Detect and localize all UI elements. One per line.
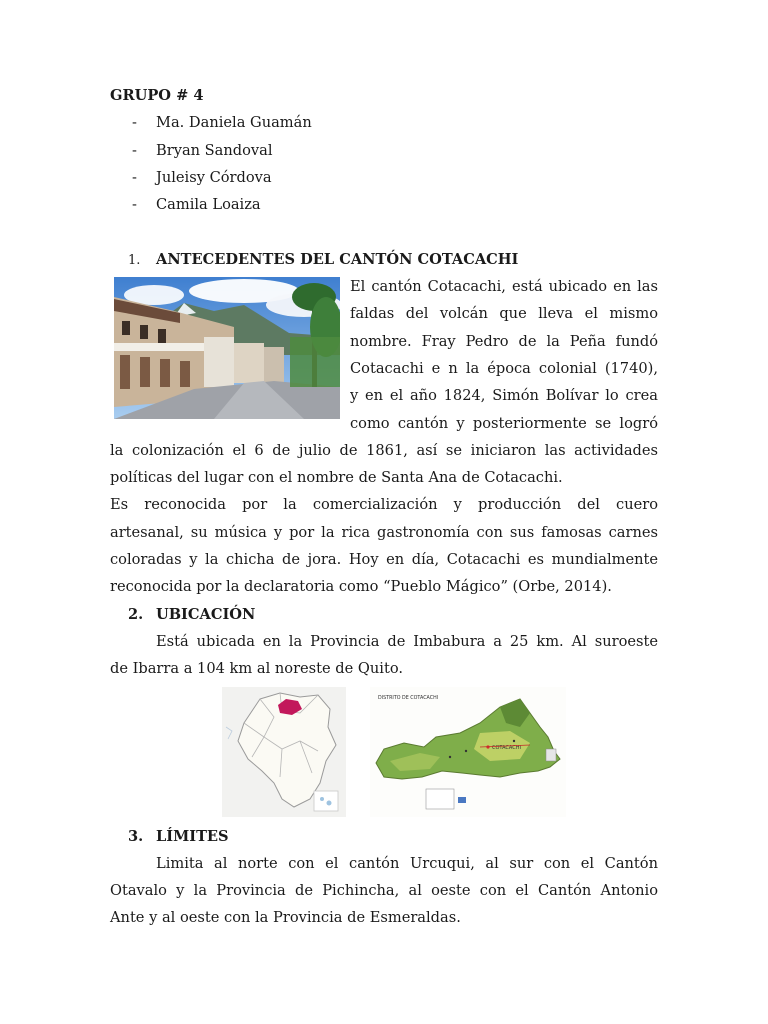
section-heading-antecedentes [110, 246, 658, 273]
text-line: como cantón y posteriormente se logró [350, 414, 658, 432]
member-item [110, 191, 658, 218]
section-number: 1. [128, 252, 141, 268]
member-name: Ma. Daniela Guamán [156, 114, 312, 132]
document-page [110, 82, 658, 932]
text-line: reconocida por la declaratoria como “Pueblo Mágico” (Orbe, 2014). [110, 578, 612, 596]
photo-text-block [110, 273, 658, 437]
text-line: Ante y al oeste con la Provincia de Esmeraldas. [110, 909, 461, 927]
section-heading-ubicacion [110, 601, 658, 628]
map-city-label: COTACACHI [492, 744, 521, 751]
member-item [110, 109, 658, 136]
blank-line [110, 218, 658, 245]
float-paragraph [350, 273, 658, 437]
section-title: LÍMITES [156, 827, 229, 845]
text-line: de Ibarra a 104 km al noreste de Quito. [110, 660, 403, 678]
text-line: artesanal, su música y por la rica gastronomía con sus famosas carnes [110, 523, 658, 541]
list-dash: - [132, 141, 137, 159]
text-line: Cotacachi e n la época colonial (1740), [350, 359, 658, 377]
member-name: Juleisy Córdova [156, 168, 272, 186]
text-line: Está ubicada en la Provincia de Imbabura a 25 km. Al suroeste [156, 632, 658, 650]
section-number: 2. [128, 605, 144, 623]
text-line: El cantón Cotacachi, está ubicado en las [350, 278, 658, 296]
text-line: faldas del volcán que lleva el mismo [350, 305, 658, 323]
street-photo-graphic [114, 277, 340, 419]
text-line: Otavalo y la Provincia de Pichincha, al oeste con el Cantón Antonio [110, 882, 658, 900]
cotacachi-district-map [370, 687, 566, 817]
text-line: y en el año 1824, Simón Bolívar lo crea [350, 387, 658, 405]
section-title: ANTECEDENTES DEL CANTÓN COTACACHI [156, 250, 519, 268]
member-name: Camila Loaiza [156, 196, 261, 214]
text-line: la colonización el 6 de julio de 1861, así se iniciaron las actividades [110, 441, 658, 459]
list-dash: - [132, 168, 137, 186]
section-number: 3. [128, 827, 144, 845]
ecuador-map [222, 687, 346, 817]
section-heading-limites [110, 823, 658, 850]
list-dash: - [132, 114, 137, 132]
text-line: Es reconocida por la comercialización y producción del cuero [110, 496, 658, 514]
list-dash: - [132, 196, 137, 214]
text-line: coloradas y la chicha de jora. Hoy en día, Cotacachi es mundialmente [110, 551, 658, 569]
location-maps [110, 687, 658, 823]
member-item [110, 137, 658, 164]
member-name: Bryan Sandoval [156, 141, 273, 159]
text-line: nombre. Fray Pedro de la Peña fundó [350, 332, 658, 350]
section-title: UBICACIÓN [156, 605, 256, 623]
map-title: DISTRITO DE COTACACHI [378, 695, 439, 701]
text-line: políticas del lugar con el nombre de Santa Ana de Cotacachi. [110, 469, 563, 487]
district-map-graphic [370, 687, 566, 817]
member-item [110, 164, 658, 191]
cotacachi-street-photo [114, 277, 340, 419]
text-line: Limita al norte con el cantón Urcuqui, al sur con el Cantón [156, 854, 658, 872]
group-title: GRUPO # 4 [110, 87, 204, 104]
ecuador-map-graphic [222, 687, 346, 817]
